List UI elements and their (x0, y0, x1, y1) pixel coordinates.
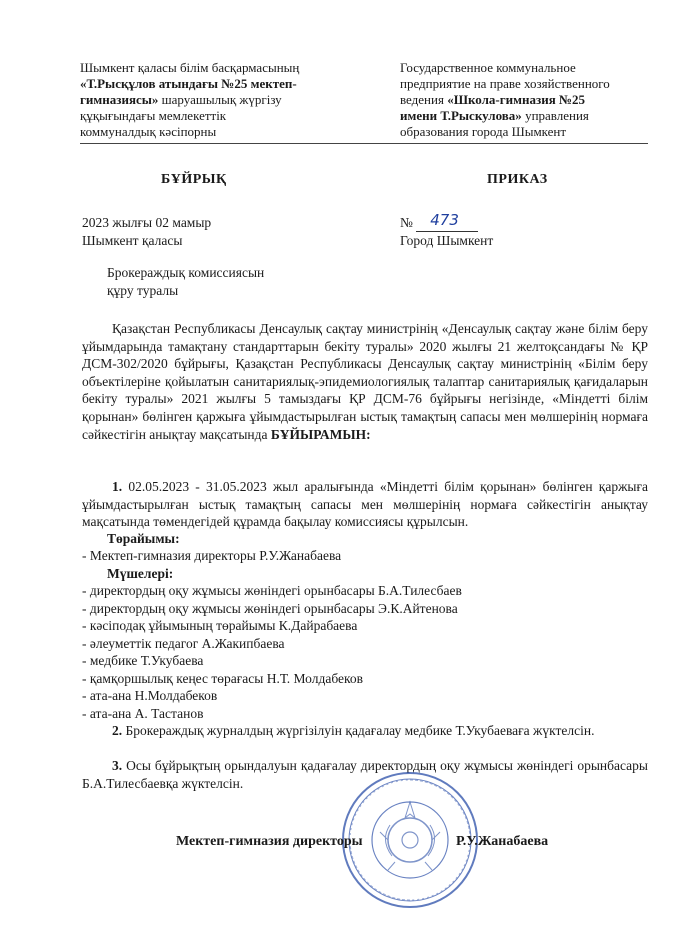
date-block (82, 214, 211, 250)
header-right-line5: образования города Шымкент (400, 124, 567, 139)
preamble-text: Қазақстан Республикасы Денсаулық сақтау министрінің «Денсаулық сақтау және білім беру ұйымдарында тамақтану стандарттарын бекіту туралы» 2020 жылғы 21 желтоқсандағы № ҚР ДСМ-302/2020 бұйрығы, Қазақстан Республикасы Денсаулық сақтау министрінің «Білім беру объектілеріне қойылатын санитариялық-эпидемиологиялық талаптар санитариялық қағидаларын бекіту туралы» 2021 жылғы 5 тамыздағы ҚР ДСМ-76 бұйрығы негізінде, «Міндетті білім қорынан» бөлінген қаржыға ұйымдастырылған ыстық тамақтың сапасы мен мөлшерінің нормаға сәйкестігін анықтау мақсатында (82, 321, 648, 442)
doc-title-kz: БҰЙРЫҚ (161, 172, 227, 187)
item-3-num: 3. (112, 758, 123, 773)
members-heading: Мүшелері: (107, 566, 174, 581)
header-right-line2: предприятие на праве хозяйственного (400, 76, 610, 91)
member-item: - медбике Т.Укубаева (82, 653, 204, 668)
item-2 (82, 722, 648, 740)
city-ru: Город Шымкент (400, 233, 494, 248)
item-1-num: 1. (112, 479, 123, 494)
member-item: - ата-ана А. Тастанов (82, 706, 204, 721)
header-right-line3-rest: ведения (400, 92, 448, 107)
header-left-line3-rest: шаруашылық жүргізу (158, 92, 282, 107)
member-item: - директордың оқу жұмысы жөніндегі орынбасары Б.А.Тилесбаев (82, 583, 462, 598)
header-right-line4-bold: имени Т.Рыскулова» (400, 108, 522, 123)
header-right-line3-bold: «Школа-гимназия №25 (447, 92, 586, 107)
member-item: - қамқоршылық кеңес төрағасы Н.Т. Молдабеков (82, 671, 364, 686)
order-number: 473 (430, 211, 459, 229)
number-block (400, 211, 494, 250)
subject-line1: Брокераждық комиссиясын (107, 265, 265, 280)
item-2-text: Брокераждық журналдың жүргізілуін қадағалау медбике Т.Укубаеваға жүктелсін. (122, 723, 595, 738)
item-3-text: Осы бұйрықтың орындалуын қадағалау директордың оқу жұмысы жөніндегі орынбасары Б.А.Тилесбаевқа жүктелсін. (82, 758, 648, 791)
item-1-text: 02.05.2023 - 31.05.2023 жыл аралығында «Міндетті білім қорынан» бөлінген қаржыға ұйымдастырылған ыстық тамақтың сапасы мен мөлшерінің нормаға сәйкестігін анықтау мақсатында төмендегідей құрамда бақылау комиссиясы құрылсын. (82, 479, 648, 530)
header-left-line5: коммуналдық кәсіпорны (80, 124, 217, 139)
number-prefix: № (400, 215, 413, 230)
member-item: - кәсіподақ ұйымының төрайымы К.Дайрабаева (82, 618, 358, 633)
header-divider (80, 143, 648, 144)
header-right (400, 60, 660, 140)
header-left-line1: Шымкент қаласы білім басқармасының (80, 60, 300, 75)
header-left (80, 60, 380, 140)
number-line (416, 211, 478, 232)
header-right-line1: Государственное коммунальное (400, 60, 576, 75)
chair-heading: Төрайымы: (107, 531, 180, 546)
header-left-line4: құқығындағы мемлекеттік (80, 108, 227, 123)
header-left-line2: «Т.Рысқұлов атындағы №25 мектеп- (80, 76, 297, 91)
header-left-line3-bold: гимназиясы» (80, 92, 159, 107)
preamble (82, 320, 648, 443)
chair-line: - Мектеп-гимназия директоры Р.У.Жанабаева (82, 548, 342, 563)
item-1 (82, 478, 648, 531)
order-date: 2023 жылғы 02 мамыр (82, 215, 212, 230)
member-item: - директордың оқу жұмысы жөніндегі орынбасары Э.К.Айтенова (82, 601, 458, 616)
signature-name: Р.У.Жанабаева (456, 834, 549, 849)
member-item: - ата-ана Н.Молдабеков (82, 688, 218, 703)
subject (107, 264, 264, 299)
signature-position: Мектеп-гимназия директоры (176, 834, 363, 849)
member-item: - әлеуметтік педагог А.Жакипбаева (82, 636, 285, 651)
order-word: БҰЙЫРАМЫН: (270, 426, 371, 442)
item-2-num: 2. (112, 723, 123, 738)
doc-title-ru: ПРИКАЗ (487, 172, 548, 187)
header-right-line4-rest: управления (521, 108, 589, 123)
city-kz: Шымкент қаласы (82, 233, 183, 248)
subject-line2: құру туралы (107, 282, 179, 298)
